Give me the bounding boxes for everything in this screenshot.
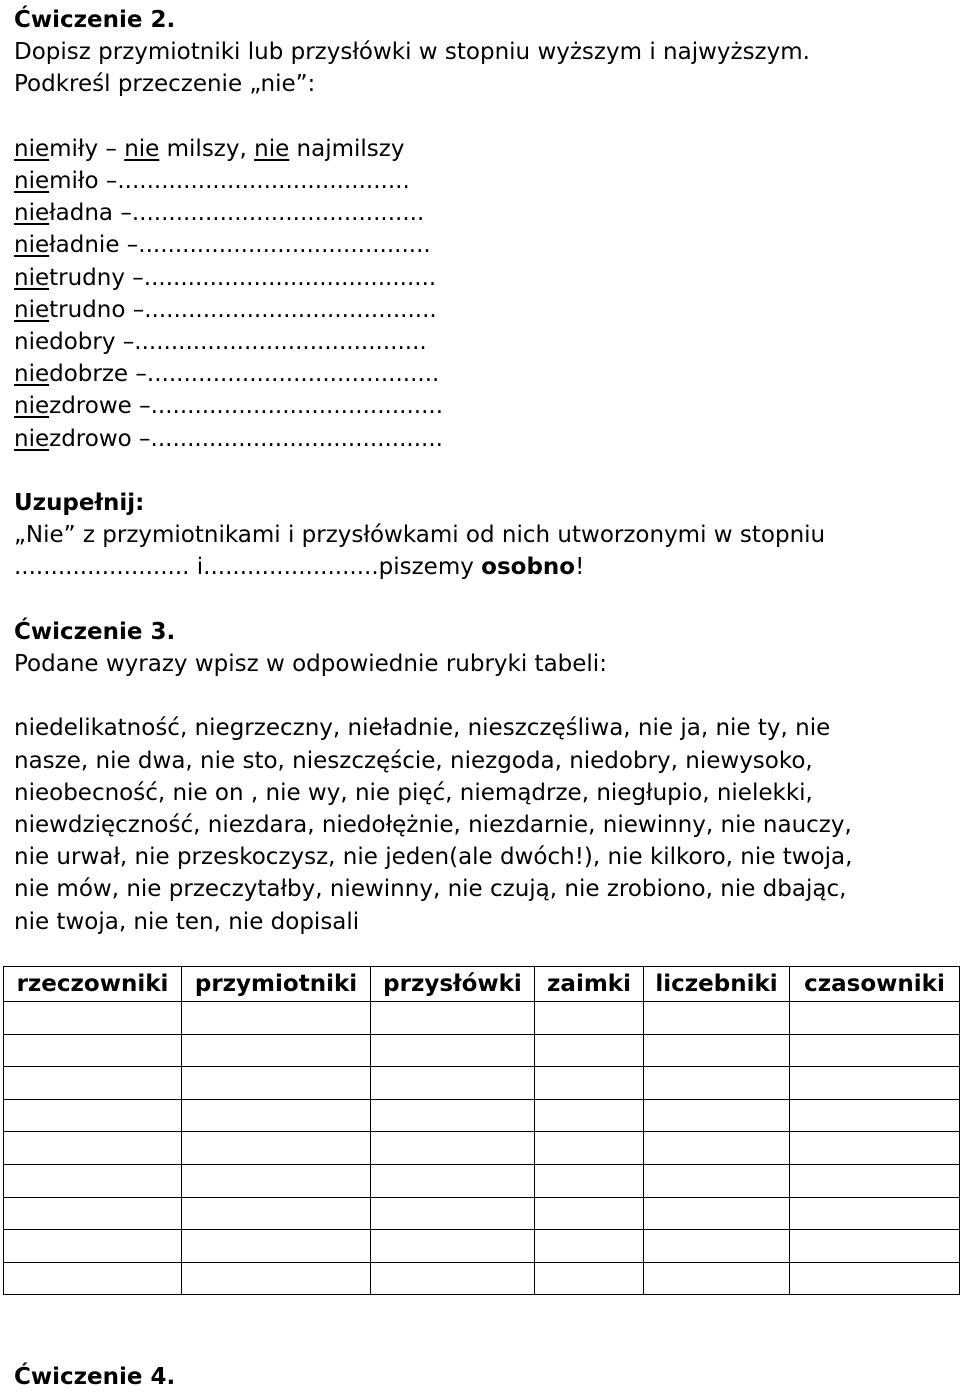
- item-word: trudno: [49, 296, 126, 323]
- table-cell[interactable]: [182, 1034, 371, 1067]
- table-cell[interactable]: [644, 1099, 790, 1132]
- column-header: czasowniki: [790, 967, 960, 1002]
- example-dash: –: [98, 135, 125, 162]
- exercise2-item: [14, 165, 954, 197]
- table-cell[interactable]: [535, 1197, 644, 1230]
- item-blank[interactable]: –........................................: [125, 296, 437, 323]
- table-cell[interactable]: [535, 1230, 644, 1263]
- fill-blanks[interactable]: ........................ i........................piszemy: [14, 554, 482, 581]
- table-cell[interactable]: [4, 1262, 182, 1295]
- table-cell[interactable]: [644, 1132, 790, 1165]
- table-cell[interactable]: [790, 1262, 960, 1295]
- item-blank[interactable]: –........................................: [113, 200, 425, 227]
- exercise2-instruction-1: Dopisz przymiotniki lub przysłówki w stopniu wyższym i najwyższym.: [14, 39, 810, 66]
- table-row: [4, 1197, 960, 1230]
- table-cell[interactable]: [182, 1132, 371, 1165]
- example-nie-1: nie: [14, 135, 50, 162]
- example-nie-3: nie: [254, 135, 290, 162]
- table-row: [4, 1067, 960, 1100]
- table-cell[interactable]: [790, 1164, 960, 1197]
- exercise2-item: [14, 294, 954, 326]
- item-word: zdrowe: [49, 393, 132, 420]
- table-row: [4, 1230, 960, 1263]
- fill-line-2[interactable]: [14, 551, 954, 583]
- item-blank[interactable]: –........................................: [128, 361, 440, 388]
- exercise2-items: [14, 165, 954, 455]
- fill-line-1: „Nie” z przymiotnikami i przysłówkami od nich utworzonymi w stopniu: [14, 522, 826, 549]
- table-cell[interactable]: [182, 1262, 371, 1295]
- item-blank[interactable]: –........................................: [124, 264, 437, 291]
- column-header: rzeczowniki: [4, 967, 182, 1002]
- exercise2-item: [14, 262, 954, 294]
- table-cell[interactable]: [182, 1230, 371, 1263]
- item-prefix: nie: [14, 232, 50, 259]
- example-word-3: najmilszy: [289, 135, 405, 162]
- exercise2-item: [14, 229, 954, 261]
- table-cell[interactable]: [371, 1230, 535, 1263]
- fill-bold-word: osobno: [481, 554, 576, 581]
- item-blank[interactable]: –........................................: [115, 329, 427, 356]
- table-cell[interactable]: [371, 1099, 535, 1132]
- table-cell[interactable]: [4, 1034, 182, 1067]
- table-cell[interactable]: [4, 1197, 182, 1230]
- item-word: ładna: [49, 200, 114, 227]
- exercise2-item: [14, 197, 954, 229]
- example-line: [14, 133, 954, 165]
- table-cell[interactable]: [371, 1002, 535, 1035]
- table-cell[interactable]: [182, 1067, 371, 1100]
- table-cell[interactable]: [790, 1099, 960, 1132]
- item-word: dobrze: [49, 361, 129, 388]
- table-cell[interactable]: [790, 1197, 960, 1230]
- table-cell[interactable]: [182, 1197, 371, 1230]
- fill-exclamation: !: [575, 554, 585, 581]
- table-cell[interactable]: [371, 1067, 535, 1100]
- table-cell[interactable]: [535, 1262, 644, 1295]
- table-row: [4, 1034, 960, 1067]
- column-header: przysłówki: [371, 967, 535, 1002]
- item-prefix: nie: [14, 200, 50, 227]
- table-cell[interactable]: [535, 1034, 644, 1067]
- item-prefix: nie: [14, 361, 50, 388]
- item-word: miło: [49, 168, 99, 194]
- item-word: zdrowo: [49, 425, 132, 452]
- table-body: [4, 1002, 960, 1295]
- table-cell[interactable]: [644, 1034, 790, 1067]
- table-cell[interactable]: [644, 1197, 790, 1230]
- exercise3-title: Ćwiczenie 3.: [14, 618, 176, 645]
- table-cell[interactable]: [790, 1230, 960, 1263]
- table-cell[interactable]: [644, 1262, 790, 1295]
- table-cell[interactable]: [4, 1099, 182, 1132]
- column-header: przymiotniki: [182, 967, 371, 1002]
- item-prefix: nie: [14, 296, 50, 323]
- example-word-1: miły: [49, 135, 99, 162]
- table-row: [4, 1262, 960, 1295]
- item-prefix: niedobry: [14, 329, 116, 356]
- column-header: zaimki: [535, 967, 644, 1002]
- example-word-2: milszy,: [159, 135, 255, 162]
- table-cell[interactable]: [790, 1067, 960, 1100]
- table-row: [4, 1099, 960, 1132]
- worksheet: [14, 4, 954, 938]
- item-blank[interactable]: –........................................: [131, 393, 444, 420]
- table-cell[interactable]: [371, 1197, 535, 1230]
- item-prefix: nie: [14, 168, 50, 194]
- classification-table: [3, 966, 960, 1295]
- column-header: liczebniki: [644, 967, 790, 1002]
- table-cell[interactable]: [790, 1034, 960, 1067]
- table-cell[interactable]: [4, 1002, 182, 1035]
- example-nie-2: nie: [124, 135, 160, 162]
- table-cell[interactable]: [535, 1164, 644, 1197]
- item-blank[interactable]: –........................................: [98, 168, 410, 194]
- table-cell[interactable]: [535, 1132, 644, 1165]
- table-cell[interactable]: [371, 1262, 535, 1295]
- item-prefix: nie: [14, 393, 50, 420]
- table-cell[interactable]: [371, 1164, 535, 1197]
- item-prefix: nie: [14, 425, 50, 452]
- table-cell[interactable]: [4, 1230, 182, 1263]
- item-blank[interactable]: –........................................: [119, 232, 431, 259]
- item-word: ładnie: [49, 232, 120, 259]
- table-row: [4, 1132, 960, 1165]
- exercise2-title: Ćwiczenie 2.: [14, 7, 176, 33]
- table-cell[interactable]: [371, 1132, 535, 1165]
- table-cell[interactable]: [644, 1230, 790, 1263]
- table-cell[interactable]: [535, 1099, 644, 1132]
- item-word: trudny: [49, 264, 125, 291]
- table-cell[interactable]: [182, 1002, 371, 1035]
- exercise2-item: [14, 326, 954, 358]
- table-cell[interactable]: [182, 1099, 371, 1132]
- table-cell[interactable]: [644, 1164, 790, 1197]
- table-cell[interactable]: [790, 1132, 960, 1165]
- table-row: [4, 1164, 960, 1197]
- item-blank[interactable]: –........................................: [131, 425, 443, 452]
- exercise2-instruction-2: Podkreśl przeczenie „nie”:: [14, 71, 316, 98]
- table-cell[interactable]: [182, 1164, 371, 1197]
- table-cell[interactable]: [790, 1002, 960, 1035]
- exercise2-item: [14, 423, 954, 455]
- table-header-row: [4, 967, 960, 1002]
- table-cell[interactable]: [4, 1132, 182, 1165]
- fill-label: Uzupełnij:: [14, 490, 145, 517]
- table-cell[interactable]: [644, 1002, 790, 1035]
- exercise3-word-list: niedelikatność, niegrzeczny, nieładnie, nieszczęśliwa, nie ja, nie ty, nie nasze, nie dwa, nie sto, nieszczęście, niezgoda, niedobry, niewysoko, nieobecność, nie on , nie wy, nie pięć, niemądrze, niegłupio, nielekki, niewdzięczność, niezdara, niedołężnie, niezdarnie, niewinny, nie nauczy, nie urwał, nie przeskoczysz, nie jeden(ale dwóch!), nie kilkoro, nie twoja, nie mów, nie przeczytałby, niewinny, nie czują, nie zrobiono, nie dbając, nie twoja, nie ten, nie dopisali: [14, 715, 853, 935]
- table-cell[interactable]: [644, 1067, 790, 1100]
- item-prefix: nie: [14, 264, 50, 291]
- table-cell[interactable]: [4, 1067, 182, 1100]
- exercise3-instruction: Podane wyrazy wpisz w odpowiednie rubryki tabeli:: [14, 651, 607, 678]
- exercise2-item: [14, 358, 954, 390]
- table-cell[interactable]: [535, 1067, 644, 1100]
- table-cell[interactable]: [371, 1034, 535, 1067]
- table-row: [4, 1002, 960, 1035]
- exercise4-title: Ćwiczenie 4.: [14, 1364, 176, 1390]
- table-cell[interactable]: [535, 1002, 644, 1035]
- table-cell[interactable]: [4, 1164, 182, 1197]
- exercise2-item: [14, 390, 954, 422]
